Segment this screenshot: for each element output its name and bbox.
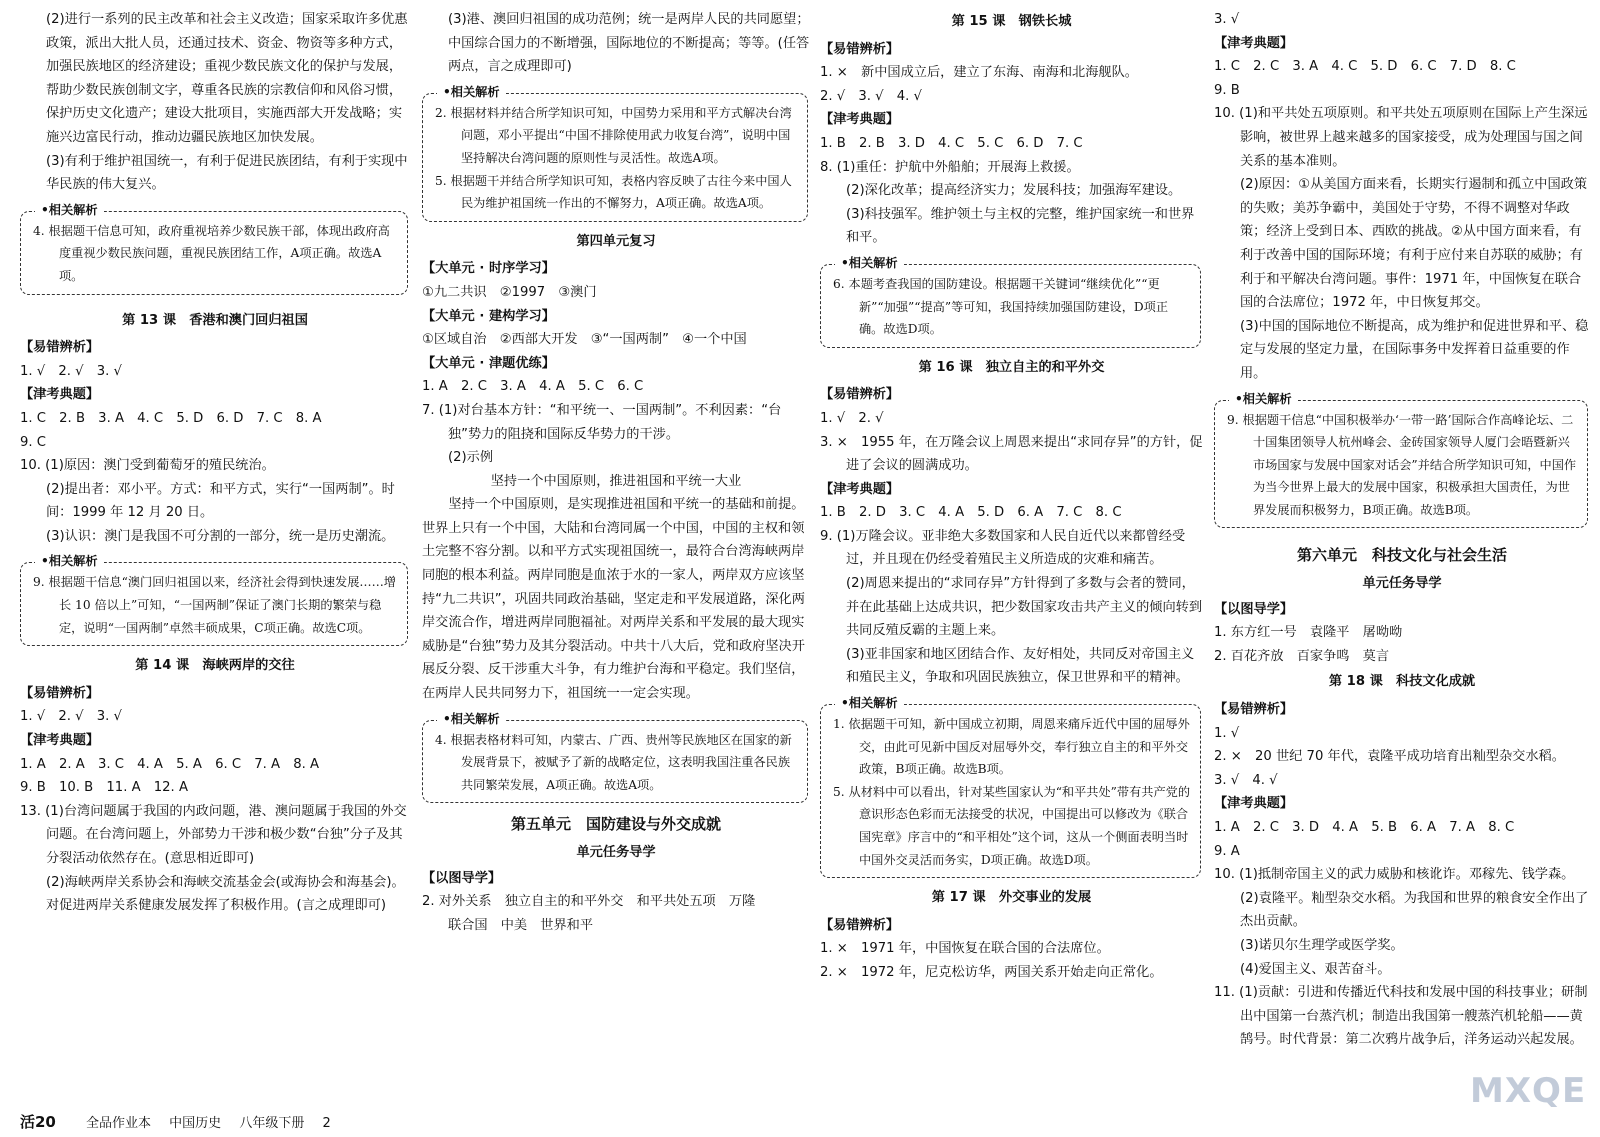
volume-number: 2 [322, 1116, 331, 1131]
analysis-box-title: • 相关解析 [835, 255, 904, 271]
answer-line: 1. B 2. D 3. C 4. A 5. D 6. A 7. C 8. C [820, 505, 1122, 521]
section-tag: 【易错辨析】 [1214, 702, 1294, 718]
analysis-box [820, 696, 1201, 878]
answer-line: 3. √ 4. √ [1214, 772, 1278, 788]
analysis-box [20, 554, 408, 646]
analysis-box [422, 84, 808, 222]
section-tag: 【津考典题】 [820, 112, 900, 128]
answer-line: 3. × 1955 年，在万隆会议上周恩来提出“求同存异”的方针，促进了会议的圆满成功。 [820, 434, 1203, 474]
answer-line: 9. A [1214, 843, 1240, 859]
answer-line: 7. (1)对台基本方针：“和平统一、一国两制”。不利因素：“台独”势力的阻挠和国际反华势力的干涉。 [422, 402, 782, 442]
answer-line: (2)深化改革；提高经济实力；发展科技；加强海军建设。 [846, 183, 1182, 199]
section-tag: 【以图导学】 [1214, 601, 1294, 617]
lesson-title: 第 17 课 外交事业的发展 [931, 890, 1092, 906]
essay-title: 坚持一个中国原则，推进祖国和平统一大业 [490, 473, 742, 489]
analysis-text: 4. 根据题干信息可知，政府重视培养少数民族干部，体现出政府高度重视少数民族问题，重视民族团结工作，A项正确。故选A项。 [33, 223, 390, 283]
answer-line: 9. B 10. B 11. A 12. A [20, 780, 188, 796]
answer-line: (2)周恩来提出的“求同存异”方针得到了多数与会者的赞同，并在此基础上达成共识，把少数国家攻击共产主义的倾向转到共同反殖反霸的主题上来。 [846, 576, 1203, 639]
answer-line: 1. A 2. C 3. A 4. A 5. C 6. C [422, 379, 644, 395]
answer-line: 2. 对外关系 独立自主的和平外交 和平共处五项 万隆 [422, 894, 756, 910]
answer-line: (2)进行一系列的民主改革和社会主义改造；国家采取许多优惠政策，派出大批人员，还通过技术、资金、物资等多种方式，加强民族地区的经济建设；重视少数民族文化的保护与发展，帮助少数民族创制文字，尊重各民族的宗教信仰和风俗习惯，保护历史文化遗产；建设大批项目，实施西部大开发战略；实施兴边富民行动，推动边疆民族地区加快发展。 [46, 12, 408, 145]
answer-line: 1. √ [1214, 725, 1240, 741]
answer-line: 1. C 2. B 3. A 4. C 5. D 6. D 7. C 8. A [20, 410, 322, 426]
lesson-title: 第 13 课 香港和澳门回归祖国 [122, 312, 308, 328]
answer-line: 10. (1)抵制帝国主义的武力威胁和核讹诈。邓稼先、钱学森。 [1214, 867, 1575, 883]
answer-line: 1. C 2. C 3. A 4. C 5. D 6. C 7. D 8. C [1214, 59, 1516, 75]
answer-line: 1. B 2. B 3. D 4. C 5. C 6. D 7. C [820, 135, 1083, 151]
answer-line: (4)爱国主义、艰苦奋斗。 [1240, 961, 1391, 977]
answer-line: 1. A 2. A 3. C 4. A 5. A 6. C 7. A 8. A [20, 756, 320, 772]
analysis-text: 1. 依据题干可知，新中国成立初期，周恩来痛斥近代中国的屈辱外交，由此可见新中国反对屈辱外交，奉行独立自主的和平外交政策，B项正确。故选B项。 [833, 717, 1190, 777]
review-title: 第四单元复习 [576, 233, 656, 249]
answer-line: (3)科技强军。维护领土与主权的完整，维护国家统一和世界和平。 [846, 206, 1195, 246]
answer-line: 1. A 2. C 3. D 4. A 5. B 6. A 7. A 8. C [1214, 820, 1515, 835]
analysis-box [820, 255, 1201, 348]
section-tag: 【以图导学】 [422, 870, 502, 886]
section-tag: 【津考典题】 [1214, 35, 1294, 51]
section-tag: 【津考典题】 [20, 387, 100, 403]
analysis-box [422, 711, 808, 804]
answer-line: 2. × 1972 年，尼克松访华，两国关系开始走向正常化。 [820, 964, 1163, 980]
analysis-box-title: • 相关解析 [437, 84, 506, 100]
answer-line: 3. √ [1214, 12, 1240, 27]
analysis-box [1214, 391, 1588, 529]
unit-guide-title: 单元任务导学 [576, 845, 656, 860]
analysis-text: 2. 根据材料并结合所学知识可知，中国势力采用和平方式解决台湾问题，邓小平提出“中国不排除使用武力收复台湾”，说明中国坚持解决台湾问题的原则性与灵活性。故选A项。 [435, 105, 792, 165]
section-tag: 【津考典题】 [1214, 796, 1294, 812]
answer-line: 联合国 中美 世界和平 [448, 917, 594, 933]
lesson-title: 第 15 课 钢铁长城 [951, 14, 1072, 29]
answer-line: 9. B [1214, 82, 1240, 98]
lesson-title: 第 18 课 科技文化成就 [1328, 674, 1476, 690]
grade-name: 八年级下册 [239, 1116, 305, 1131]
answer-line: 2. 百花齐放 百家争鸣 莫言 [1214, 648, 1390, 664]
answer-line: 1. 东方红一号 袁隆平 屠呦呦 [1214, 625, 1403, 641]
analysis-box-title: • 相关解析 [35, 553, 104, 569]
analysis-box-title: • 相关解析 [1229, 391, 1298, 407]
section-tag: 【大单元 · 建构学习】 [422, 308, 555, 324]
answer-line: 10. (1)和平共处五项原则。和平共处五项原则在国际上产生深远影响，被世界上越来越多的国家接受，成为处理国与国之间关系的基本准则。 [1214, 106, 1588, 169]
column-3 [820, 8, 1203, 985]
answer-line: 9. (1)万隆会议。亚非绝大多数国家和人民自近代以来都曾经受过，并且现在仍经受着殖民主义所造成的灾难和痛苦。 [820, 528, 1186, 568]
answer-line: (3)诺贝尔生理学或医学奖。 [1240, 937, 1404, 953]
essay-text: 坚持一个中国原则，是实现推进祖国和平统一的基础和前提。世界上只有一个中国，大陆和台湾同属一个中国，中国的主权和领土完整不容分割。以和平方式实现祖国统一，最符合台湾海峡两岸同胞的根本利益。两岸同胞是血浓于水的一家人，两岸双方应该坚持“九二共识”，巩固共同政治基础，坚定走和平发展道路，深化两岸交流合作，增进两岸同胞福祉。对两岸关系和平发展的最大现实威胁是“台独”势力及其分裂活动。中共十八大后，党和政府坚决开展反分裂、反干涉重大斗争，有力维护台海和平稳定。我们坚信，在两岸人民共同努力下，祖国统一一定会实现。 [422, 497, 805, 702]
section-tag: 【大单元 · 时序学习】 [422, 261, 555, 277]
section-tag: 【大单元 · 津题优练】 [422, 355, 555, 371]
section-tag: 【津考典题】 [820, 481, 900, 497]
answer-line: 1. × 1971 年，中国恢复在联合国的合法席位。 [820, 941, 1110, 957]
section-tag: 【易错辨析】 [820, 41, 900, 57]
section-tag: 【易错辨析】 [820, 387, 900, 403]
analysis-text: 5. 根据题干并结合所学知识可知，表格内容反映了古往今来中国人民为维护祖国统一作出的不懈努力，A项正确。故选A项。 [435, 173, 792, 211]
answer-line: (2)示例 [448, 450, 494, 466]
analysis-box-title: • 相关解析 [35, 202, 104, 218]
answer-line: 2. × 20 世纪 70 年代，袁隆平成功培育出籼型杂交水稻。 [1214, 749, 1565, 765]
answer-line: 13. (1)台湾问题属于我国的内政问题，港、澳问题属于我国的外交问题。在台湾问题上，外部势力干涉和极少数“台独”分子及其分裂活动依然存在。(意思相近即可) [20, 803, 407, 866]
answer-line: (3)有利于维护祖国统一，有利于促进民族团结，有利于实现中华民族的伟大复兴。 [46, 153, 408, 193]
page-number: 活20 [20, 1113, 56, 1131]
column-1 [20, 8, 410, 918]
answer-line: 1. × 新中国成立后，建立了东海、南海和北海舰队。 [820, 65, 1138, 81]
section-tag: 【津考典题】 [20, 733, 100, 749]
analysis-box [20, 202, 408, 295]
answer-line: 10. (1)原因：澳门受到葡萄牙的殖民统治。 [20, 458, 275, 474]
answer-line: (2)提出者：邓小平。方式：和平方式，实行“一国两制”。时间：1999 年 12 月 20 日。 [46, 481, 395, 521]
book-name: 全品作业本 [86, 1116, 152, 1131]
page-footer [20, 1112, 345, 1134]
analysis-text: 4. 根据表格材料可知，内蒙古、广西、贵州等民族地区在国家的新发展背景下，被赋予了新的战略定位，这表明我国注重各民族共同繁荣发展，A项正确。故选A项。 [435, 732, 792, 792]
answer-line: ①区域自治 ②西部大开发 ③“一国两制” ④一个中国 [422, 332, 747, 348]
analysis-text: 9. 根据题干信息“澳门回归祖国以来，经济社会得到快速发展……增长 10 倍以上”可知，“一国两制”保证了澳门长期的繁荣与稳定，说明“一国两制”卓然丰硕成果，C项正确。故选C项。 [33, 575, 396, 635]
section-tag: 【易错辨析】 [820, 917, 900, 933]
answer-line: (2)原因：①从美国方面来看，长期实行遏制和孤立中国政策的失败；美苏争霸中，美国处于守势，不得不调整对华政策；经济上受到日本、西欧的挑战。②从中国方面来看，有利于改善中国的国际环境；有利于应付来自苏联的威胁；有利于和平解决台湾问题。事件：1971 年，中国恢复在联合国的合法席位；1972 年，中日恢复邦交。 [1240, 177, 1588, 311]
unit-title: 第六单元 科技文化与社会生活 [1296, 546, 1507, 565]
answer-line: 11. (1)贡献：引进和传播近代科技和发展中国的科技事业；研制出中国第一台蒸汽机；制造出我国第一艘蒸汽机轮船——黄鹄号。时代背景：第二次鸦片战争后，洋务运动兴起发展。 [1214, 985, 1588, 1048]
unit-title: 第五单元 国防建设与外交成就 [510, 815, 721, 834]
answer-line: 8. (1)重任：护航中外船舶；开展海上救援。 [820, 159, 1080, 175]
section-tag: 【易错辨析】 [20, 685, 100, 701]
subject-name: 中国历史 [169, 1116, 222, 1131]
watermark-logo: MXQE [1470, 1071, 1587, 1111]
unit-guide-title: 单元任务导学 [1362, 576, 1442, 592]
answer-line: 1. √ 2. √ 3. √ [20, 709, 122, 725]
lesson-title: 第 16 课 独立自主的和平外交 [918, 359, 1105, 375]
analysis-text: 9. 根据题干信息“中国积极举办‘一带一路’国际合作高峰论坛、二十国集团领导人杭州峰会、金砖国家领导人厦门会晤暨新兴市场国家与发展中国家对话会”并结合所学知识可知，中国作为当今世界上最大的发展中国家，积极承担大国责任，为世界发展而积极努力，B项正确。故选B项。 [1227, 412, 1577, 517]
answer-line: (3)亚非国家和地区团结合作、友好相处，共同反对帝国主义和殖民主义，争取和巩固民族独立，保卫世界和平的精神。 [846, 646, 1195, 686]
answer-line: (3)中国的国际地位不断提高，成为维护和促进世界和平、稳定与发展的坚定力量，在国际事务中发挥着日益重要的作用。 [1240, 318, 1589, 381]
analysis-text: 6. 本题考查我国的国防建设。根据题干关键词“继续优化”“更新”“加强”“提高”等可知，我国持续加强国防建设，D项正确。故选D项。 [833, 276, 1169, 337]
answer-line: 1. √ 2. √ [820, 410, 884, 426]
answer-line: (3)认识：澳门是我国不可分割的一部分，统一是历史潮流。 [46, 528, 395, 544]
column-2 [422, 8, 810, 937]
answer-line: (3)港、澳回归祖国的成功范例；统一是两岸人民的共同愿望；中国综合国力的不断增强，国际地位的不断提高；等等。(任答两点，言之成理即可) [448, 12, 810, 75]
lesson-title: 第 14 课 海峡两岸的交往 [135, 658, 295, 674]
answer-line: 2. √ 3. √ 4. √ [820, 88, 922, 104]
answer-line: 9. C [20, 434, 46, 450]
answer-line: ①九二共识 ②1997 ③澳门 [422, 284, 597, 300]
analysis-box-title: • 相关解析 [835, 695, 904, 711]
section-tag: 【易错辨析】 [20, 340, 100, 356]
analysis-box-title: • 相关解析 [437, 711, 506, 727]
answer-line: (2)海峡两岸关系协会和海峡交流基金会(或海协会和海基会)。对促进两岸关系健康发展发挥了积极作用。(言之成理即可) [46, 874, 405, 914]
answer-line: 1. √ 2. √ 3. √ [20, 363, 122, 379]
analysis-text: 5. 从材料中可以看出，针对某些国家认为“和平共处”带有共产党的意识形态色彩而无法接受的状况，中国提出可以修改为《联合国宪章》序言中的“和平相处”这个词，这从一个侧面表明当时中国外交灵活而务实，D项正确。故选D项。 [833, 784, 1191, 867]
answer-line: (2)袁隆平。籼型杂交水稻。为我国和世界的粮食安全作出了杰出贡献。 [1240, 890, 1589, 930]
column-4 [1214, 8, 1590, 1052]
